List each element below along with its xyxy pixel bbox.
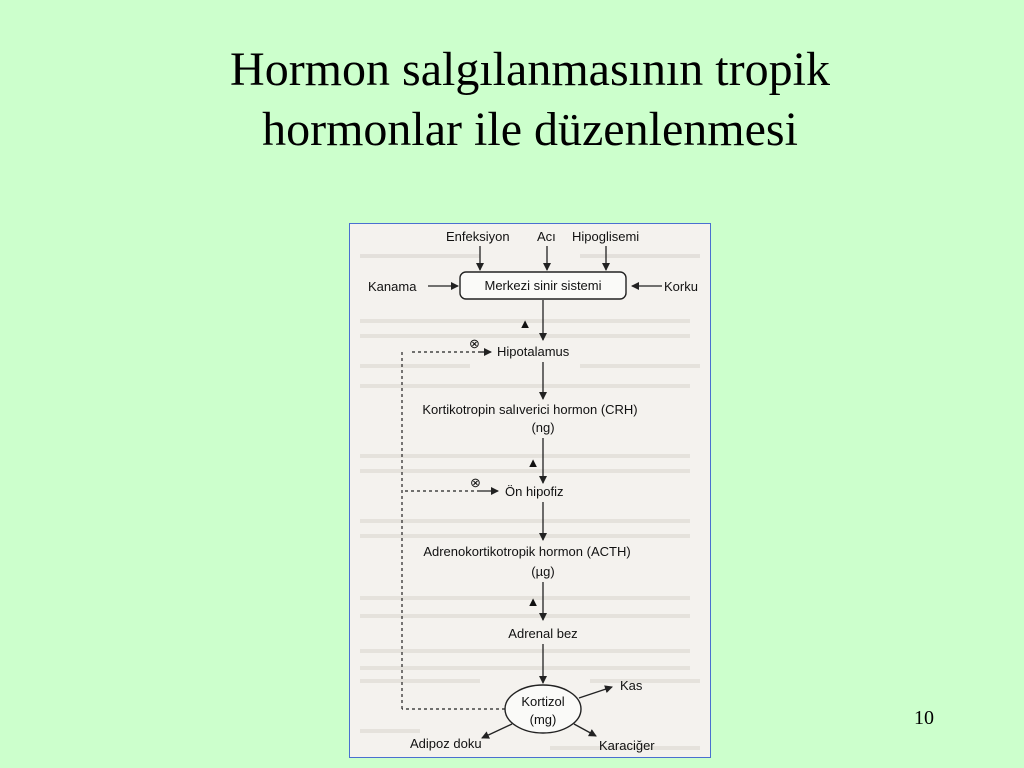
stimulate-symbol-3: ▲ — [526, 594, 540, 609]
stimulus-pain-label: Acı — [537, 229, 556, 244]
stimulus-fear-label: Korku — [664, 279, 698, 294]
cns-label: Merkezi sinir sistemi — [484, 278, 602, 293]
hormone-regulation-diagram — [349, 223, 711, 758]
target-muscle-label: Kas — [620, 678, 643, 693]
target-adipose-label: Adipoz doku — [410, 736, 482, 751]
slide-title — [0, 40, 1024, 160]
target-liver-label: Karaciğer — [599, 738, 655, 753]
acth-label: Adrenokortikotropik hormon (ACTH) — [423, 544, 631, 559]
crh-label: Kortikotropin salıverici hormon (CRH) — [422, 402, 638, 417]
slide-title-line-1: Hormon salgılanmasının tropik — [230, 43, 830, 96]
inhibit-symbol-2: ⊗ — [470, 475, 481, 490]
cortisol-to-adipose-arrow — [482, 724, 512, 738]
cortisol-unit-label: (mg) — [529, 712, 557, 727]
stimulus-hypoglycemia-label: Hipoglisemi — [572, 229, 640, 244]
stimulus-bleeding-label: Kanama — [368, 279, 417, 294]
stimulus-infection-label: Enfeksiyon — [446, 229, 510, 244]
hypothalamus-label: Hipotalamus — [497, 344, 570, 359]
anterior-pituitary-label: Ön hipofiz — [505, 484, 564, 499]
cortisol-to-muscle-arrow — [579, 687, 612, 698]
slide-title-line-2: hormonlar ile düzenlenmesi — [262, 103, 798, 156]
inhibit-symbol-1: ⊗ — [469, 336, 480, 351]
acth-unit-label: (µg) — [531, 564, 555, 579]
cortisol-to-liver-arrow — [574, 724, 596, 736]
stimulate-symbol-1: ▲ — [518, 316, 532, 331]
stimulate-symbol-2: ▲ — [526, 455, 540, 470]
adrenal-label: Adrenal bez — [508, 626, 578, 641]
crh-unit-label: (ng) — [531, 420, 555, 435]
cortisol-label: Kortizol — [521, 694, 565, 709]
page-number: 10 — [914, 707, 934, 729]
